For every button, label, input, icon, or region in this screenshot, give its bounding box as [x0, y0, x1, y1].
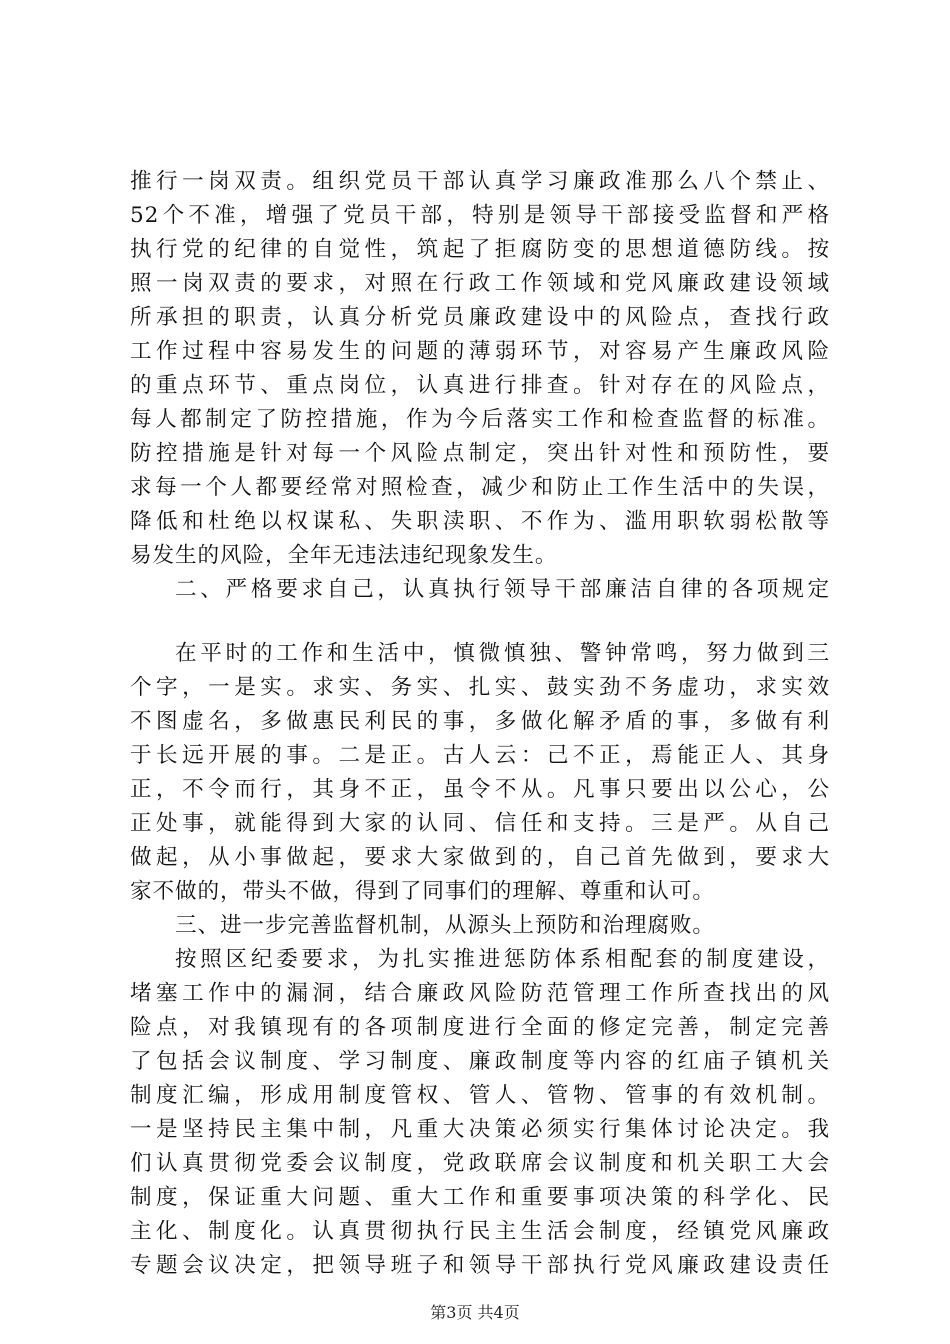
text-line: 防控措施是针对每一个风险点制定，突出针对性和预防性，要	[130, 441, 830, 466]
text-line: 易发生的风险，全年无违法违纪现象发生。	[130, 543, 558, 568]
paragraph-first-line: 在平时的工作和生活中，慎微慎独、警钟常鸣，努力做到三	[175, 641, 830, 666]
text-line: 做起，从小事做起，要求大家做到的，自己首先做到，要求大	[130, 845, 830, 870]
text-line: 专题会议决定，把领导班子和领导干部执行党风廉政建设责任	[130, 1253, 830, 1278]
text-line: 制度，保证重大问题、重大工作和重要事项决策的科学化、民	[130, 1185, 830, 1210]
text-line: 堵塞工作中的漏洞，结合廉政风险防范管理工作所查找出的风	[130, 981, 830, 1006]
text-line: 险点，对我镇现有的各项制度进行全面的修定完善，制定完善	[130, 1015, 830, 1040]
paragraph-first-line: 按照区纪委要求，为扎实推进惩防体系相配套的制度建设，	[175, 947, 830, 972]
text-line: 照一岗双责的要求，对照在行政工作领域和党风廉政建设领域	[130, 271, 830, 296]
text-line: 正，不令而行，其身不正，虽令不从。凡事只要出以公心，公	[130, 777, 830, 802]
text-line: 们认真贯彻党委会议制度，党政联席会议制度和机关职工大会	[130, 1151, 830, 1176]
text-line: 执行党的纪律的自觉性，筑起了拒腐防变的思想道德防线。按	[130, 237, 830, 262]
text-line: 每人都制定了防控措施，作为今后落实工作和检查监督的标准。	[130, 407, 830, 432]
text-line: 正处事，就能得到大家的认同、信任和支持。三是严。从自己	[130, 811, 830, 836]
text-line: 主化、制度化。认真贯彻执行民主生活会制度，经镇党风廉政	[130, 1219, 830, 1244]
text-line: 制度汇编，形成用制度管权、管人、管物、管事的有效机制。	[130, 1083, 830, 1108]
text-line: 工作过程中容易发生的问题的薄弱环节，对容易产生廉政风险	[130, 339, 830, 364]
page-footer: 第3页 共4页	[430, 1303, 520, 1322]
text-line: 一是坚持民主集中制，凡重大决策必须实行集体讨论决定。我	[130, 1117, 830, 1142]
text-line: 52个不准，增强了党员干部，特别是领导干部接受监督和严格	[130, 203, 830, 228]
text-line: 了包括会议制度、学习制度、廉政制度等内容的红庙子镇机关	[130, 1049, 830, 1074]
text-line: 个字，一是实。求实、务实、扎实、鼓实劲不务虚功，求实效	[130, 675, 830, 700]
section-heading-3: 三、进一步完善监督机制，从源头上预防和治理腐败。	[175, 913, 715, 938]
text-line: 的重点环节、重点岗位，认真进行排查。针对存在的风险点，	[130, 373, 830, 398]
section-heading-2: 二、严格要求自己，认真执行领导干部廉洁自律的各项规定	[175, 577, 830, 602]
text-line: 家不做的，带头不做，得到了同事们的理解、尊重和认可。	[130, 879, 715, 904]
text-line: 降低和杜绝以权谋私、失职渎职、不作为、滥用职软弱松散等	[130, 509, 830, 534]
text-line: 于长远开展的事。二是正。古人云：己不正，焉能正人、其身	[130, 743, 830, 768]
text-line: 求每一个人都要经常对照检查，减少和防止工作生活中的失误，	[130, 475, 830, 500]
text-line: 不图虚名，多做惠民利民的事，多做化解矛盾的事，多做有利	[130, 709, 830, 734]
text-line: 推行一岗双责。组织党员干部认真学习廉政准那么八个禁止、	[130, 169, 830, 194]
text-line: 所承担的职责，认真分析党员廉政建设中的风险点，查找行政	[130, 305, 830, 330]
